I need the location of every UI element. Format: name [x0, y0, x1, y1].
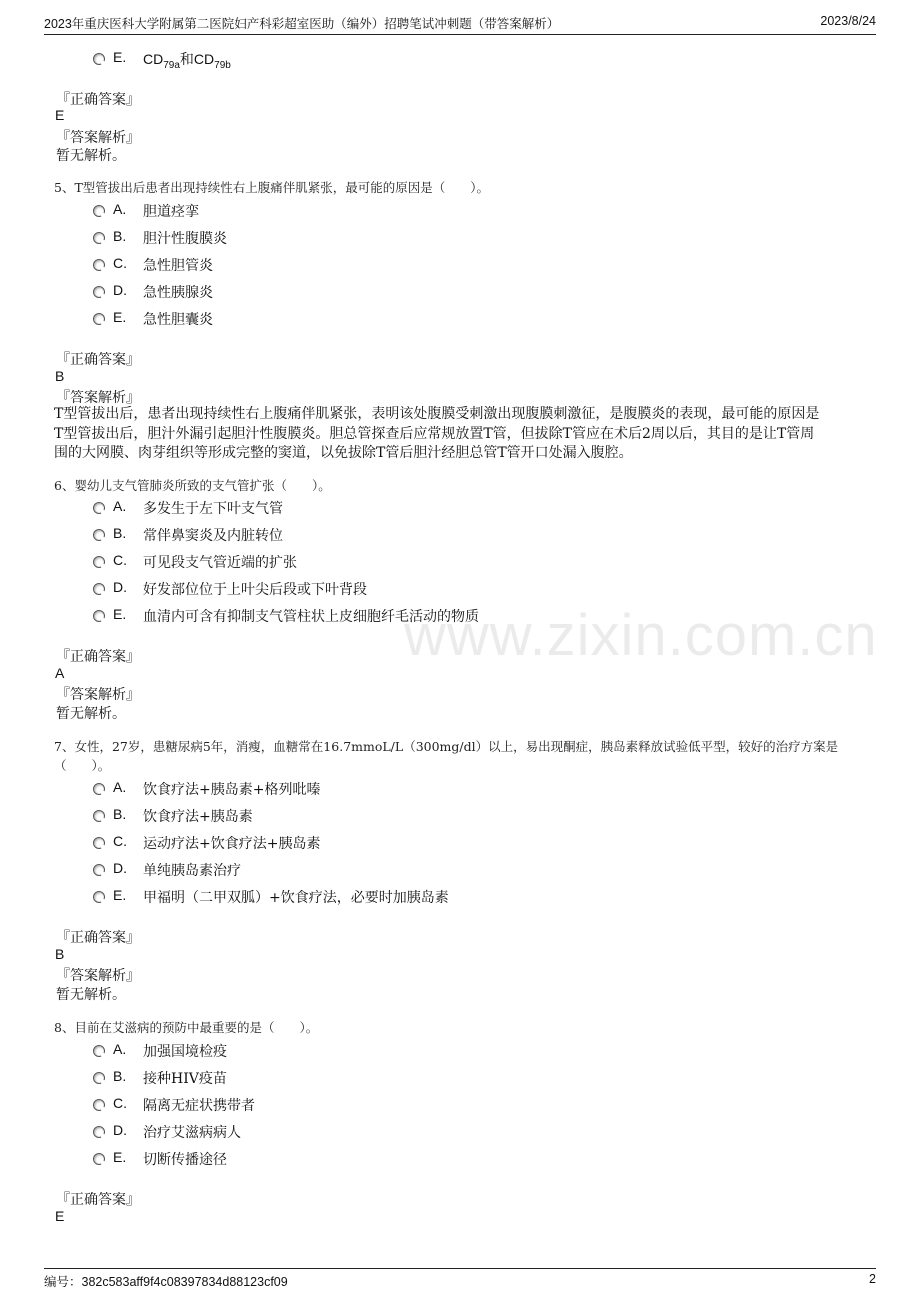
option-text: 运动疗法+饮食疗法+胰岛素	[143, 836, 321, 852]
analysis-text: 暂无解析。	[56, 148, 126, 164]
radio-icon[interactable]	[93, 1072, 105, 1084]
option-text: 急性胆管炎	[143, 258, 213, 274]
document-date: 2023/8/24	[820, 14, 876, 28]
option-text: 胆道痉挛	[143, 204, 199, 220]
option-text: $CD_{79a}$和$CD_{79b}$	[143, 51, 231, 71]
option-text: 饮食疗法+胰岛素	[143, 809, 253, 825]
radio-icon[interactable]	[93, 891, 105, 903]
analysis-label: 『答案解析』	[56, 968, 140, 984]
option-letter: C.	[113, 255, 127, 271]
analysis-text	[54, 405, 870, 464]
option-text: 常伴鼻窦炎及内脏转位	[143, 528, 283, 544]
answer-value: B	[55, 368, 65, 384]
page-header	[44, 12, 876, 35]
option-text: 急性胰腺炎	[143, 285, 213, 301]
option-text: 多发生于左下叶支气管	[143, 501, 283, 517]
question-5-stem: 5、T型管拔出后患者出现持续性右上腹痛伴肌紧张，最可能的原因是（ ）。	[54, 180, 490, 195]
document-code: 编号：382c583aff9f4c08397834d88123cf09	[44, 1275, 288, 1289]
answer-value: A	[55, 665, 65, 681]
option-letter: D.	[113, 860, 127, 876]
radio-icon[interactable]	[93, 556, 105, 568]
page-number: 2	[869, 1272, 876, 1286]
option-letter: C.	[113, 833, 127, 849]
option-letter: C.	[113, 552, 127, 568]
document-title: 2023年重庆医科大学附属第二医院妇产科彩超室医助（编外）招聘笔试冲刺题（带答案解析）	[44, 17, 560, 31]
option-text: 隔离无症状携带者	[143, 1098, 255, 1114]
option-text: 血清内可含有抑制支气管柱状上皮细胞纤毛活动的物质	[143, 609, 479, 625]
answer-label: 『正确答案』	[56, 352, 140, 368]
option-letter: C.	[113, 1095, 127, 1111]
radio-icon[interactable]	[93, 1153, 105, 1165]
option-text: 接种HIV疫苗	[143, 1071, 227, 1087]
option-text: 切断传播途径	[143, 1152, 227, 1168]
radio-icon[interactable]	[93, 783, 105, 795]
option-text: 治疗艾滋病病人	[143, 1125, 241, 1141]
option-text: 可见段支气管近端的扩张	[143, 555, 297, 571]
option-letter: A.	[113, 498, 127, 514]
answer-label: 『正确答案』	[56, 930, 140, 946]
radio-icon[interactable]	[93, 610, 105, 622]
radio-icon[interactable]	[93, 1045, 105, 1057]
option-text: 急性胆囊炎	[143, 312, 213, 328]
option-text: 加强国境检疫	[143, 1044, 227, 1060]
radio-icon[interactable]	[93, 313, 105, 325]
option-letter: A.	[113, 1041, 127, 1057]
option-letter: E.	[113, 49, 127, 65]
option-letter: B.	[113, 228, 127, 244]
option-text: 好发部位位于上叶尖后段或下叶背段	[143, 582, 367, 598]
answer-label: 『正确答案』	[56, 649, 140, 665]
option-letter: B.	[113, 1068, 127, 1084]
option-text: 单纯胰岛素治疗	[143, 863, 241, 879]
analysis-label: 『答案解析』	[56, 687, 140, 703]
option-letter: B.	[113, 525, 127, 541]
radio-icon[interactable]	[93, 583, 105, 595]
analysis-label: 『答案解析』	[56, 130, 140, 146]
radio-icon[interactable]	[93, 286, 105, 298]
analysis-line: T型管拔出后，胆汁外漏引起胆汁性腹膜炎。胆总管探查后应常规放置T管，但拔除T管应在术后2周以后，其目的是让T管周	[54, 425, 815, 442]
analysis-line: 围的大网膜、肉芽组织等形成完整的窦道，以免拔除T管后胆汁经胆总管T管开口处漏入腹腔。	[54, 445, 633, 462]
answer-value: B	[55, 946, 65, 962]
option-letter: A.	[113, 201, 127, 217]
question-7-stem-continued: （ ）。	[54, 758, 111, 773]
option-text: 甲福明（二甲双胍）+饮食疗法，必要时加胰岛素	[143, 890, 449, 906]
option-text: 胆汁性腹膜炎	[143, 231, 227, 247]
radio-icon[interactable]	[93, 529, 105, 541]
answer-value: E	[55, 107, 65, 123]
radio-icon[interactable]	[93, 232, 105, 244]
radio-icon[interactable]	[93, 502, 105, 514]
option-letter: A.	[113, 779, 127, 795]
question-6-stem: 6、婴幼儿支气管肺炎所致的支气管扩张（ ）。	[54, 478, 331, 493]
question-7-stem: 7、女性，27岁，患糖尿病5年，消瘦，血糖常在16.7mmoL/L（300mg/dl）以上，易出现酮症，胰岛素释放试验低平型，较好的治疗方案是	[54, 739, 839, 754]
option-letter: E.	[113, 606, 127, 622]
radio-icon[interactable]	[93, 1099, 105, 1111]
option-letter: E.	[113, 887, 127, 903]
option-letter: D.	[113, 1122, 127, 1138]
radio-icon[interactable]	[93, 259, 105, 271]
option-letter: D.	[113, 282, 127, 298]
radio-icon[interactable]	[93, 205, 105, 217]
page-footer	[44, 1268, 876, 1291]
answer-label: 『正确答案』	[56, 1192, 140, 1208]
radio-icon[interactable]	[93, 1126, 105, 1138]
option-letter: E.	[113, 1149, 127, 1165]
analysis-label: 『答案解析』	[56, 390, 140, 406]
radio-icon[interactable]	[93, 864, 105, 876]
answer-label: 『正确答案』	[56, 92, 140, 108]
radio-icon[interactable]	[93, 837, 105, 849]
question-8-stem: 8、目前在艾滋病的预防中最重要的是（ ）。	[54, 1020, 319, 1035]
option-letter: D.	[113, 579, 127, 595]
analysis-text: 暂无解析。	[56, 706, 126, 722]
watermark: www.zixin.com.cn	[404, 603, 878, 668]
option-text: 饮食疗法+胰岛素+格列吡嗪	[143, 782, 321, 798]
answer-value: E	[55, 1208, 65, 1224]
radio-icon[interactable]	[93, 53, 105, 65]
analysis-text: 暂无解析。	[56, 987, 126, 1003]
option-letter: B.	[113, 806, 127, 822]
analysis-line: T型管拔出后，患者出现持续性右上腹痛伴肌紧张，表明该处腹膜受刺激出现腹膜刺激征，是腹膜炎的表现，最可能的原因是	[54, 406, 820, 422]
radio-icon[interactable]	[93, 810, 105, 822]
option-letter: E.	[113, 309, 127, 325]
